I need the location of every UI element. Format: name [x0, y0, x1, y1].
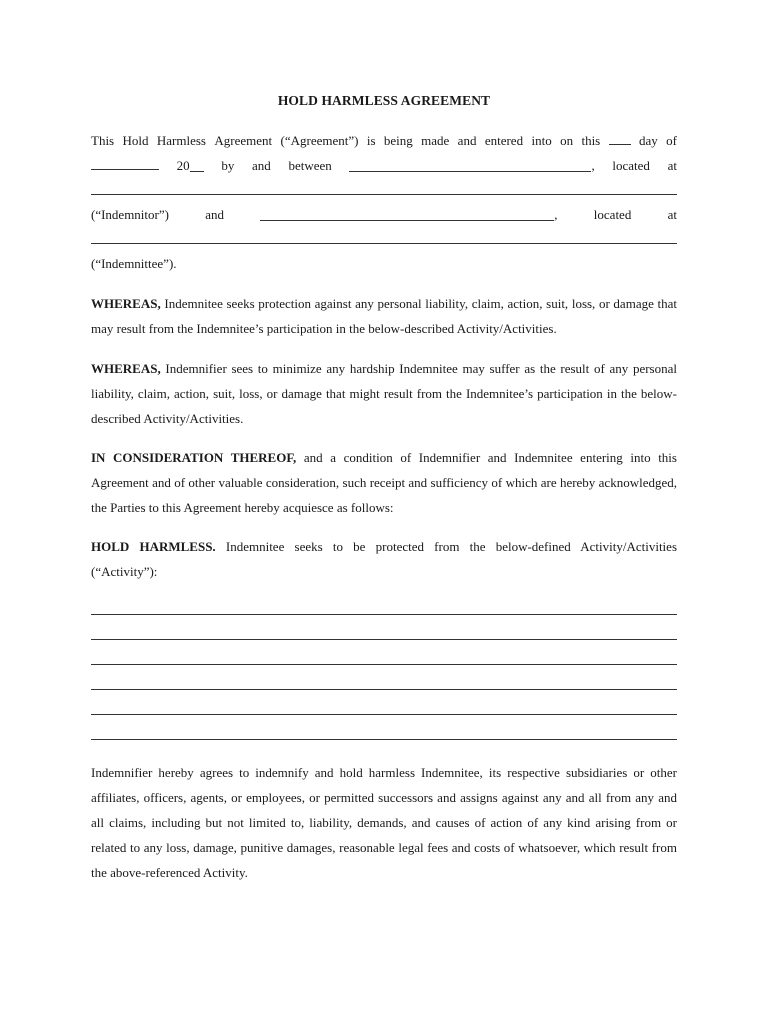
indemnittee-name-blank[interactable] [260, 207, 554, 221]
indemnittee-address-line[interactable] [91, 243, 677, 244]
whereas-heading: WHEREAS, [91, 361, 161, 376]
intro-line-3 [91, 205, 677, 225]
whereas-paragraph-1 [91, 291, 677, 341]
intro-line-4 [91, 254, 677, 274]
intro-word: (“Indemnitor”) [91, 207, 169, 222]
intro-line-2 [91, 156, 677, 176]
year-prefix: 20 [176, 158, 190, 173]
intro-word: and [205, 207, 225, 222]
activity-line[interactable] [91, 614, 677, 615]
intro-word: located [612, 158, 650, 173]
punctuation: , [554, 207, 558, 222]
intro-word: at [667, 158, 677, 173]
intro-word: (“Indemnittee”). [91, 256, 177, 271]
indemnification-paragraph: Indemnifier hereby agrees to indemnify and hold harmless Indemnitee, its respective subsidiaries or other affiliates, officers, agents, or employees, or permitted successors and assigns against any and all from any and all claims, including but not limited to, liability, demands, and causes of action of any kind arising from or related to any loss, damage, punitive damages, reasonable legal fees and costs of whatsoever, which result from the above-referenced Activity. [91, 765, 677, 880]
activity-line[interactable] [91, 739, 677, 740]
intro-word: being [383, 133, 413, 148]
year-field [177, 156, 204, 176]
intro-word: located [593, 207, 632, 222]
intro-word: by [221, 158, 235, 173]
whereas-text: Indemnitee seeks protection against any personal liability, claim, action, suit, loss, or damage that may result from the Indemnitee’s participation in the below-described Activity/Activities. [91, 296, 677, 336]
punctuation: , [591, 158, 595, 173]
intro-word: (“Agreement”) [280, 133, 359, 148]
day-blank[interactable] [609, 131, 631, 145]
intro-word: Harmless [156, 133, 206, 148]
intro-word: is [366, 133, 376, 148]
intro-word: This [91, 133, 115, 148]
hold-harmless-text: Indemnitee seeks to be protected from the below-defined Activity/Activities (“Activity”): [91, 539, 678, 579]
whereas-paragraph-2 [91, 356, 677, 431]
hold-harmless-heading: HOLD HARMLESS. [91, 539, 216, 554]
document-title: HOLD HARMLESS AGREEMENT [277, 93, 491, 108]
intro-word: on [560, 133, 574, 148]
intro-word: this [581, 133, 601, 148]
intro-word: Hold [122, 133, 149, 148]
consideration-text: and a condition of Indemnifier and Indemnitee entering into this Agreement and of other valuable consideration, such receipt and sufficiency of which are hereby acknowledged, the Parties to this Agreement hereby acquiesce as follows: [91, 450, 677, 515]
intro-word: between [288, 158, 332, 173]
consideration-paragraph [91, 445, 677, 520]
intro-word: entered [484, 133, 524, 148]
whereas-text: Indemnifier sees to minimize any hardship Indemnitee may suffer as the result of any personal liability, claim, action, suit, loss, or damage that might result from the Indemnitee’s participation in the below-described Activity/Activities. [91, 361, 677, 426]
intro-line-1 [91, 131, 677, 151]
whereas-heading: WHEREAS, [91, 296, 161, 311]
indemnitor-address-line[interactable] [91, 194, 677, 195]
party1-field [349, 156, 594, 176]
party2-field [260, 205, 557, 225]
intro-word: Agreement [214, 133, 273, 148]
indemnitor-name-blank[interactable] [349, 158, 591, 172]
intro-word: into [531, 133, 552, 148]
activity-line[interactable] [91, 639, 677, 640]
month-blank[interactable] [91, 156, 159, 170]
consideration-heading: IN CONSIDERATION THEREOF, [91, 450, 297, 465]
intro-word: made [421, 133, 450, 148]
intro-word: and [457, 133, 477, 148]
activity-line[interactable] [91, 689, 677, 690]
hold-harmless-paragraph [91, 534, 677, 584]
year-blank[interactable] [190, 158, 204, 172]
intro-word: at [667, 207, 677, 222]
activity-line[interactable] [91, 714, 677, 715]
activity-line[interactable] [91, 664, 677, 665]
intro-word: day [639, 133, 658, 148]
intro-word: and [252, 158, 271, 173]
intro-word: of [666, 133, 677, 148]
